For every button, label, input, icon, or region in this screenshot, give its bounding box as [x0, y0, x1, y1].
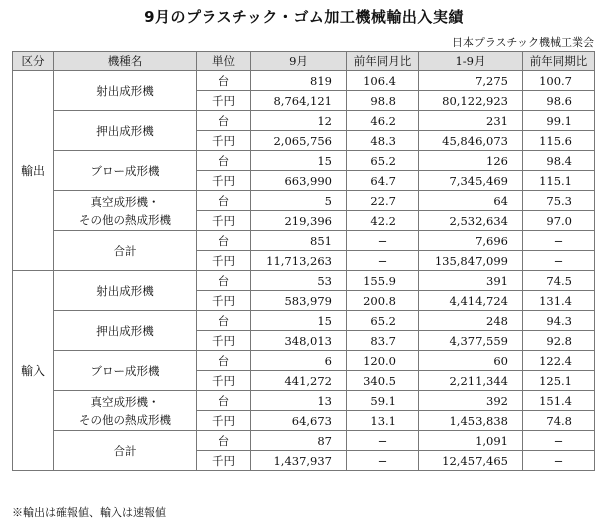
- machine-cell: [54, 391, 197, 431]
- september-value-cell: 8,764,121: [251, 91, 347, 111]
- ytd-value-cell: 231: [419, 111, 523, 131]
- unit-cell: 台: [197, 71, 251, 91]
- september-value-cell: 819: [251, 71, 347, 91]
- machine-cell: [54, 191, 197, 231]
- header-cell-yoy-month: 前年同月比: [347, 52, 419, 71]
- ytd-value-cell: 60: [419, 351, 523, 371]
- ytd-value-cell: 1,091: [419, 431, 523, 451]
- yoy-period-cell: 99.1: [523, 111, 595, 131]
- september-value-cell: 219,396: [251, 211, 347, 231]
- september-value-cell: 851: [251, 231, 347, 251]
- unit-cell: 千円: [197, 331, 251, 351]
- unit-cell: 台: [197, 191, 251, 211]
- september-value-cell: 2,065,756: [251, 131, 347, 151]
- machine-cell: [54, 151, 197, 191]
- yoy-month-cell: −: [347, 231, 419, 251]
- september-value-cell: 12: [251, 111, 347, 131]
- yoy-month-cell: −: [347, 451, 419, 471]
- machine-cell: [54, 431, 197, 471]
- machine-cell: [54, 271, 197, 311]
- table-header-row: [13, 52, 595, 71]
- yoy-period-cell: 74.8: [523, 411, 595, 431]
- yoy-period-cell: −: [523, 231, 595, 251]
- header-cell-category: 区分: [13, 52, 54, 71]
- ytd-value-cell: 4,377,559: [419, 331, 523, 351]
- yoy-month-cell: 59.1: [347, 391, 419, 411]
- yoy-month-cell: 98.8: [347, 91, 419, 111]
- ytd-value-cell: 392: [419, 391, 523, 411]
- yoy-period-cell: 98.4: [523, 151, 595, 171]
- september-value-cell: 1,437,937: [251, 451, 347, 471]
- september-value-cell: 87: [251, 431, 347, 451]
- header-cell-unit: 単位: [197, 52, 251, 71]
- september-value-cell: 6: [251, 351, 347, 371]
- header-cell-ytd: 1-9月: [419, 52, 523, 71]
- machine-cell: [54, 311, 197, 351]
- yoy-period-cell: 131.4: [523, 291, 595, 311]
- september-value-cell: 64,673: [251, 411, 347, 431]
- unit-cell: 千円: [197, 211, 251, 231]
- yoy-month-cell: 200.8: [347, 291, 419, 311]
- machine-name-line: 押出成形機: [96, 123, 154, 138]
- ytd-value-cell: 45,846,073: [419, 131, 523, 151]
- unit-cell: 台: [197, 311, 251, 331]
- ytd-value-cell: 7,275: [419, 71, 523, 91]
- september-value-cell: 348,013: [251, 331, 347, 351]
- machine-cell: [54, 111, 197, 151]
- september-value-cell: 53: [251, 271, 347, 291]
- ytd-value-cell: 1,453,838: [419, 411, 523, 431]
- table-row: [13, 311, 595, 331]
- machine-name-line: 押出成形機: [96, 323, 154, 338]
- unit-cell: 台: [197, 231, 251, 251]
- yoy-month-cell: 340.5: [347, 371, 419, 391]
- ytd-value-cell: 2,211,344: [419, 371, 523, 391]
- unit-cell: 台: [197, 351, 251, 371]
- yoy-month-cell: 48.3: [347, 131, 419, 151]
- header-cell-yoy-period: 前年同期比: [523, 52, 595, 71]
- yoy-period-cell: 92.8: [523, 331, 595, 351]
- header-cell-machine: 機種名: [54, 52, 197, 71]
- yoy-month-cell: 65.2: [347, 151, 419, 171]
- table-row: [13, 151, 595, 171]
- table-row: [13, 431, 595, 451]
- unit-cell: 千円: [197, 91, 251, 111]
- ytd-value-cell: 7,696: [419, 231, 523, 251]
- unit-cell: 千円: [197, 371, 251, 391]
- region-cell: 輸入: [13, 271, 54, 471]
- machine-name-line: 真空成形機・: [90, 194, 160, 209]
- unit-cell: 千円: [197, 171, 251, 191]
- yoy-month-cell: −: [347, 431, 419, 451]
- machine-name-line: ブロー成形機: [90, 163, 160, 178]
- ytd-value-cell: 64: [419, 191, 523, 211]
- footnote: ※輸出は確報値、輸入は速報値: [12, 506, 166, 519]
- yoy-month-cell: 64.7: [347, 171, 419, 191]
- page-title: 9月のプラスチック・ゴム加工機械輸出入実績: [144, 8, 464, 26]
- yoy-period-cell: −: [523, 431, 595, 451]
- ytd-value-cell: 391: [419, 271, 523, 291]
- table-row: [13, 351, 595, 371]
- yoy-month-cell: −: [347, 251, 419, 271]
- yoy-period-cell: 125.1: [523, 371, 595, 391]
- ytd-value-cell: 135,847,099: [419, 251, 523, 271]
- yoy-period-cell: 98.6: [523, 91, 595, 111]
- machine-name-line: 真空成形機・: [90, 394, 160, 409]
- september-value-cell: 663,990: [251, 171, 347, 191]
- september-value-cell: 11,713,263: [251, 251, 347, 271]
- ytd-value-cell: 4,414,724: [419, 291, 523, 311]
- machine-name-line: 射出成形機: [96, 83, 154, 98]
- table-row: [13, 391, 595, 411]
- yoy-month-cell: 155.9: [347, 271, 419, 291]
- unit-cell: 千円: [197, 291, 251, 311]
- yoy-period-cell: −: [523, 451, 595, 471]
- unit-cell: 千円: [197, 411, 251, 431]
- unit-cell: 台: [197, 271, 251, 291]
- september-value-cell: 583,979: [251, 291, 347, 311]
- september-value-cell: 15: [251, 151, 347, 171]
- table-body: [13, 71, 595, 471]
- ytd-value-cell: 248: [419, 311, 523, 331]
- machine-name-line: その他の熱成形機: [79, 412, 171, 427]
- machine-name-line: 合計: [113, 443, 137, 458]
- unit-cell: 台: [197, 431, 251, 451]
- machine-name-line: ブロー成形機: [90, 363, 160, 378]
- region-cell: 輸出: [13, 71, 54, 271]
- september-value-cell: 441,272: [251, 371, 347, 391]
- ytd-value-cell: 12,457,465: [419, 451, 523, 471]
- unit-cell: 台: [197, 151, 251, 171]
- trade-table: [12, 51, 595, 471]
- machine-name-line: 射出成形機: [96, 283, 154, 298]
- yoy-period-cell: 94.3: [523, 311, 595, 331]
- ytd-value-cell: 126: [419, 151, 523, 171]
- ytd-value-cell: 2,532,634: [419, 211, 523, 231]
- yoy-month-cell: 42.2: [347, 211, 419, 231]
- september-value-cell: 15: [251, 311, 347, 331]
- yoy-month-cell: 22.7: [347, 191, 419, 211]
- machine-cell: [54, 351, 197, 391]
- table-row: [13, 191, 595, 211]
- table-row: [13, 271, 595, 291]
- yoy-period-cell: −: [523, 251, 595, 271]
- unit-cell: 千円: [197, 131, 251, 151]
- yoy-period-cell: 115.6: [523, 131, 595, 151]
- machine-name-line: その他の熱成形機: [79, 212, 171, 227]
- yoy-month-cell: 106.4: [347, 71, 419, 91]
- yoy-month-cell: 65.2: [347, 311, 419, 331]
- unit-cell: 台: [197, 391, 251, 411]
- table-row: [13, 71, 595, 91]
- yoy-month-cell: 120.0: [347, 351, 419, 371]
- yoy-period-cell: 122.4: [523, 351, 595, 371]
- yoy-month-cell: 83.7: [347, 331, 419, 351]
- yoy-period-cell: 151.4: [523, 391, 595, 411]
- yoy-period-cell: 74.5: [523, 271, 595, 291]
- yoy-period-cell: 75.3: [523, 191, 595, 211]
- ytd-value-cell: 7,345,469: [419, 171, 523, 191]
- yoy-period-cell: 115.1: [523, 171, 595, 191]
- machine-cell: [54, 71, 197, 111]
- header-cell-september: 9月: [251, 52, 347, 71]
- unit-cell: 千円: [197, 451, 251, 471]
- september-value-cell: 13: [251, 391, 347, 411]
- machine-cell: [54, 231, 197, 271]
- ytd-value-cell: 80,122,923: [419, 91, 523, 111]
- unit-cell: 千円: [197, 251, 251, 271]
- table-row: [13, 111, 595, 131]
- machine-name-line: 合計: [113, 243, 137, 258]
- table-row: [13, 231, 595, 251]
- yoy-month-cell: 13.1: [347, 411, 419, 431]
- yoy-period-cell: 97.0: [523, 211, 595, 231]
- unit-cell: 台: [197, 111, 251, 131]
- september-value-cell: 5: [251, 191, 347, 211]
- source-label: 日本プラスチック機械工業会: [451, 36, 594, 49]
- yoy-period-cell: 100.7: [523, 71, 595, 91]
- yoy-month-cell: 46.2: [347, 111, 419, 131]
